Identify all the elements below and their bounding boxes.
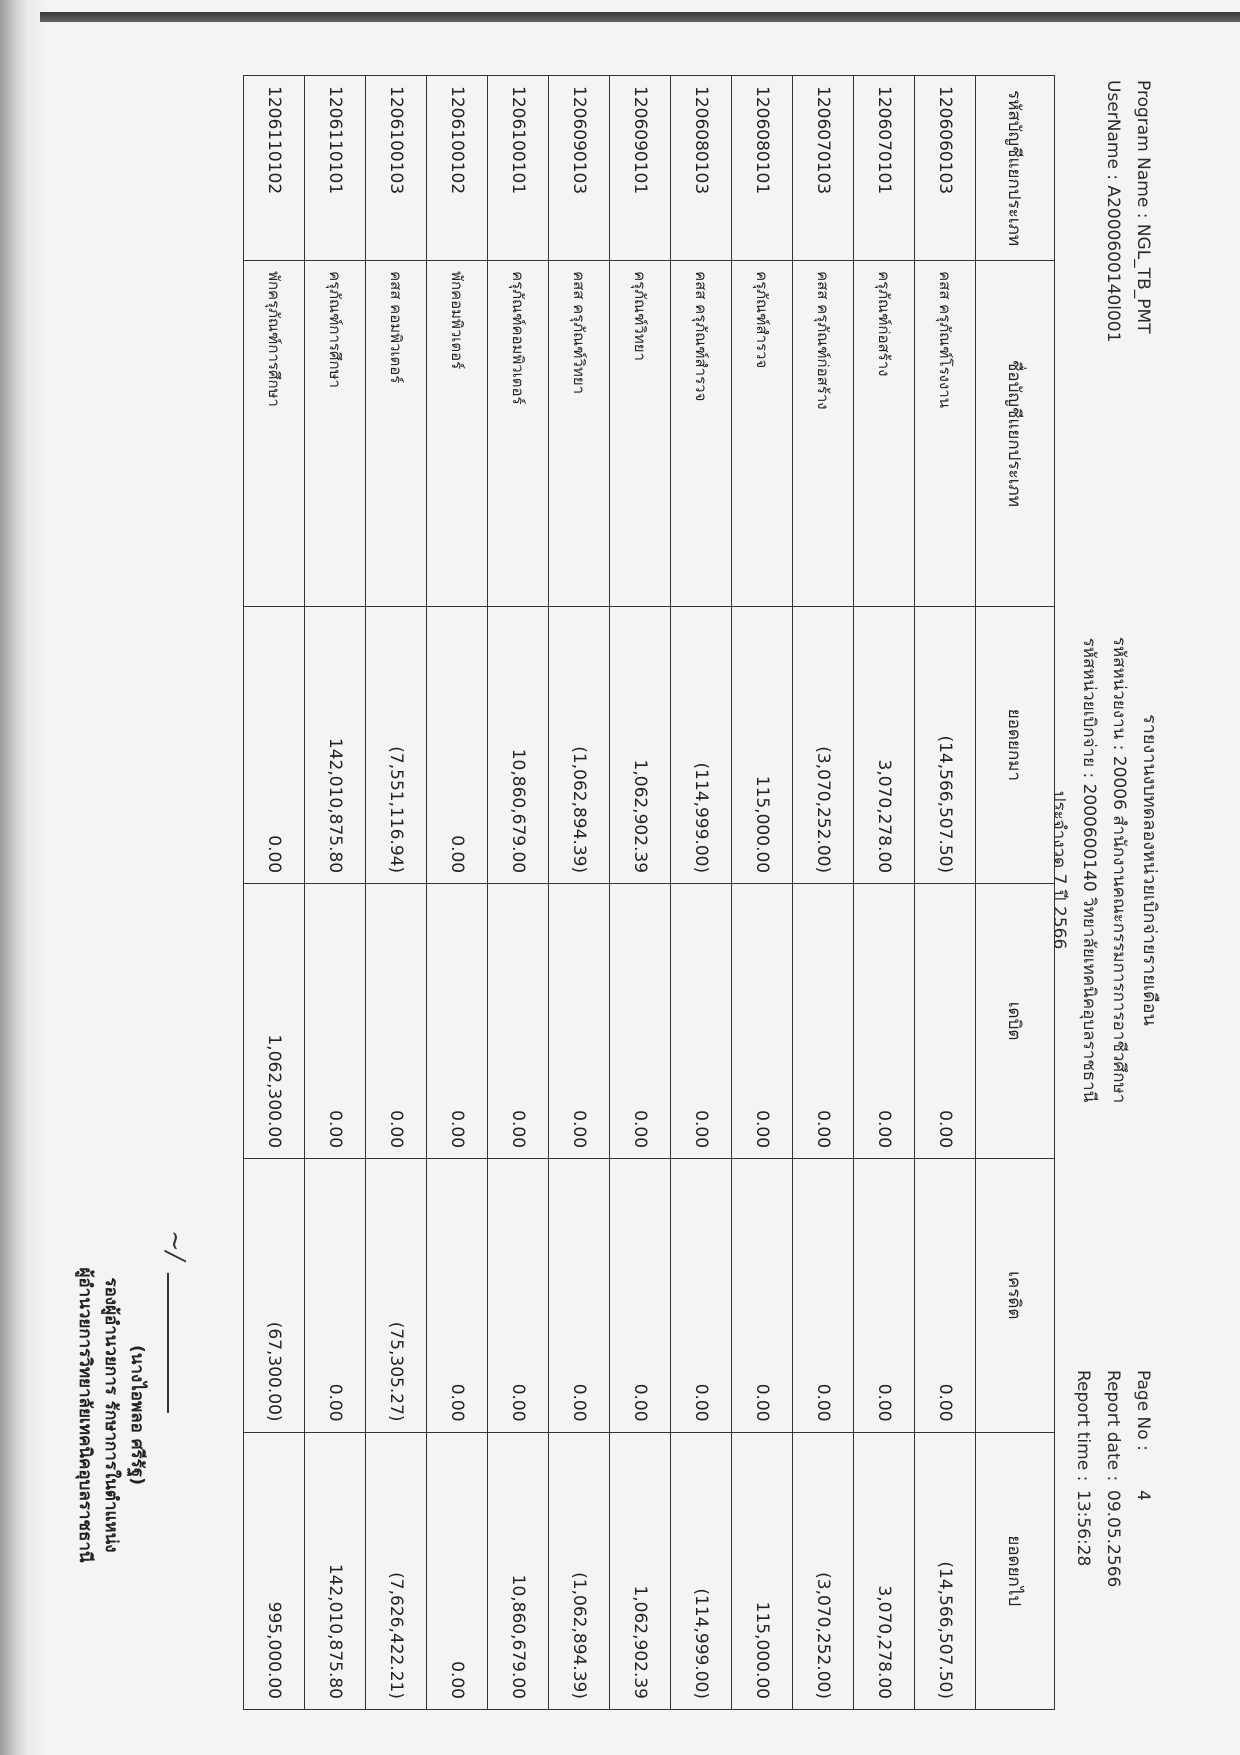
cell-name: ครุภัณฑ์การศึกษา — [305, 261, 366, 607]
signature-line — [167, 1273, 169, 1413]
cell-closing: (1,062,894.39) — [549, 1432, 610, 1709]
cell-code: 1206100102 — [427, 76, 488, 261]
col-header-opening: ยอดยกมา — [976, 606, 1055, 883]
cell-debit: 0.00 — [671, 884, 732, 1159]
cell-closing: 1,062,902.39 — [610, 1432, 671, 1709]
report-time-label: Report time : — [1073, 1370, 1093, 1482]
cell-credit: (67,300.00) — [244, 1159, 305, 1433]
cell-name: ครุภัณฑ์วิทยา — [610, 261, 671, 607]
cell-opening: (3,070,252.00) — [793, 606, 854, 883]
table-header-row — [976, 76, 1055, 1710]
cell-opening: 0.00 — [427, 606, 488, 883]
cell-code: 1206090101 — [610, 76, 671, 261]
table-row — [610, 76, 671, 1710]
cell-debit: 1,062,300.00 — [244, 884, 305, 1159]
cell-credit: 0.00 — [305, 1159, 366, 1433]
cell-name: ครุภัณฑ์ก่อสร้าง — [854, 261, 915, 607]
cell-credit: 0.00 — [549, 1159, 610, 1433]
table-row — [366, 76, 427, 1710]
report-title: รายงานงบทดลองหน่วยเบิกจ่ายรายเดือน — [1139, 714, 1160, 1026]
col-header-credit: เครดิต — [976, 1159, 1055, 1433]
report-time: 13:56:28 — [1073, 1490, 1093, 1567]
col-header-debit: เดบิต — [976, 884, 1055, 1159]
table-row — [427, 76, 488, 1710]
header-right — [1068, 1370, 1158, 1587]
col-header-closing: ยอดยกไป — [976, 1432, 1055, 1709]
table-row — [244, 76, 305, 1710]
cell-credit: 0.00 — [488, 1159, 549, 1433]
cell-credit: 0.00 — [427, 1159, 488, 1433]
table-row — [854, 76, 915, 1710]
cell-opening: (14,566,507.50) — [915, 606, 976, 883]
cell-debit: 0.00 — [732, 884, 793, 1159]
cell-closing: 142,010,875.80 — [305, 1432, 366, 1709]
cell-opening: 115,000.00 — [732, 606, 793, 883]
signatory-block — [72, 1180, 150, 1650]
table-row — [488, 76, 549, 1710]
cell-credit: 0.00 — [915, 1159, 976, 1433]
cell-opening: 3,070,278.00 — [854, 606, 915, 883]
table-row — [549, 76, 610, 1710]
signer-name: (นางไอพลอ ศรีรัฐ) — [127, 1345, 147, 1485]
cell-name: คสส ครุภัณฑ์ก่อสร้าง — [793, 261, 854, 607]
signature — [160, 1230, 190, 1413]
report-page — [50, 20, 1230, 1710]
cell-credit: 0.00 — [671, 1159, 732, 1433]
cell-debit: 0.00 — [305, 884, 366, 1159]
cell-closing: (114,999.00) — [671, 1432, 732, 1709]
col-header-name: ชื่อบัญชีแยกประเภท — [976, 261, 1055, 607]
trial-balance-table — [243, 75, 1055, 1710]
scan-edge-shadow — [0, 0, 30, 1755]
cell-debit: 0.00 — [427, 884, 488, 1159]
cell-debit: 0.00 — [854, 884, 915, 1159]
cell-name: ครุภัณฑ์สำรวจ — [732, 261, 793, 607]
cell-debit: 0.00 — [915, 884, 976, 1159]
header-left — [1098, 80, 1158, 342]
header-center — [1044, 420, 1164, 1320]
report-period: ประจำงวด 7 ปี 2566 — [1049, 790, 1069, 950]
table-row — [671, 76, 732, 1710]
cell-name: คสส ครุภัณฑ์โรงงาน — [915, 261, 976, 607]
cell-code: 1206060103 — [915, 76, 976, 261]
username: UserName : A2000600140l001 — [1103, 80, 1123, 343]
table-row — [732, 76, 793, 1710]
signature-scribble: ~/ — [160, 1230, 190, 1261]
program-name: Program Name : NGL_TB_PMT — [1133, 80, 1153, 334]
cell-code: 1206090103 — [549, 76, 610, 261]
cell-opening: (1,062,894.39) — [549, 606, 610, 883]
table-row — [305, 76, 366, 1710]
signer-organization: ผู้อำนวยการวิทยาลัยเทคนิคอุบลราชธานี — [75, 1267, 95, 1563]
agency-code: รหัสหน่วยงาน : 20006 สำนักงานคณะกรรมการการอาชีวศึกษา — [1109, 636, 1129, 1104]
cell-closing: (14,566,507.50) — [915, 1432, 976, 1709]
cell-closing: (3,070,252.00) — [793, 1432, 854, 1709]
cell-credit: (75,305.27) — [366, 1159, 427, 1433]
cell-debit: 0.00 — [366, 884, 427, 1159]
cell-code: 1206110102 — [244, 76, 305, 261]
cell-opening: 0.00 — [244, 606, 305, 883]
cell-name: พักครุภัณฑ์การศึกษา — [244, 261, 305, 607]
table-row — [915, 76, 976, 1710]
cell-name: พักคอมพิวเตอร์ — [427, 261, 488, 607]
cell-opening: (7,551,116.94) — [366, 606, 427, 883]
cell-credit: 0.00 — [732, 1159, 793, 1433]
cell-debit: 0.00 — [793, 884, 854, 1159]
table-row — [793, 76, 854, 1710]
report-date: 09.05.2566 — [1103, 1490, 1123, 1588]
cell-credit: 0.00 — [854, 1159, 915, 1433]
cell-closing: 995,000.00 — [244, 1432, 305, 1709]
report-date-label: Report date : — [1103, 1370, 1123, 1482]
cell-closing: 3,070,278.00 — [854, 1432, 915, 1709]
cell-debit: 0.00 — [549, 884, 610, 1159]
col-header-code: รหัสบัญชีแยกประเภท — [976, 76, 1055, 261]
page-no-label: Page No : — [1133, 1370, 1153, 1451]
cell-code: 1206070103 — [793, 76, 854, 261]
cell-closing: 0.00 — [427, 1432, 488, 1709]
cell-code: 1206080103 — [671, 76, 732, 261]
cell-opening: 1,062,902.39 — [610, 606, 671, 883]
cell-name: คสส คอมพิวเตอร์ — [366, 261, 427, 607]
cell-code: 1206110101 — [305, 76, 366, 261]
cell-name: คสส ครุภัณฑ์สำรวจ — [671, 261, 732, 607]
scan-edge-fade — [30, 0, 50, 1755]
cell-opening: 10,860,679.00 — [488, 606, 549, 883]
cell-credit: 0.00 — [610, 1159, 671, 1433]
cell-credit: 0.00 — [793, 1159, 854, 1433]
disbursing-unit: รหัสหน่วยเบิกจ่าย : 2000600140 วิทยาลัยเทคนิคอุบลราชธานี — [1079, 637, 1099, 1103]
cell-name: ครุภัณฑ์คอมพิวเตอร์ — [488, 261, 549, 607]
page-no: 4 — [1133, 1490, 1153, 1501]
cell-debit: 0.00 — [610, 884, 671, 1159]
cell-opening: 142,010,875.80 — [305, 606, 366, 883]
cell-code: 1206100103 — [366, 76, 427, 261]
cell-closing: 10,860,679.00 — [488, 1432, 549, 1709]
cell-code: 1206100101 — [488, 76, 549, 261]
signer-position: รองผู้อำนวยการ รักษาการในตำแหน่ง — [101, 1277, 121, 1553]
cell-closing: 115,000.00 — [732, 1432, 793, 1709]
cell-closing: (7,626,422.21) — [366, 1432, 427, 1709]
cell-name: คสส ครุภัณฑ์วิทยา — [549, 261, 610, 607]
cell-code: 1206080101 — [732, 76, 793, 261]
cell-debit: 0.00 — [488, 884, 549, 1159]
cell-code: 1206070101 — [854, 76, 915, 261]
cell-opening: (114,999.00) — [671, 606, 732, 883]
